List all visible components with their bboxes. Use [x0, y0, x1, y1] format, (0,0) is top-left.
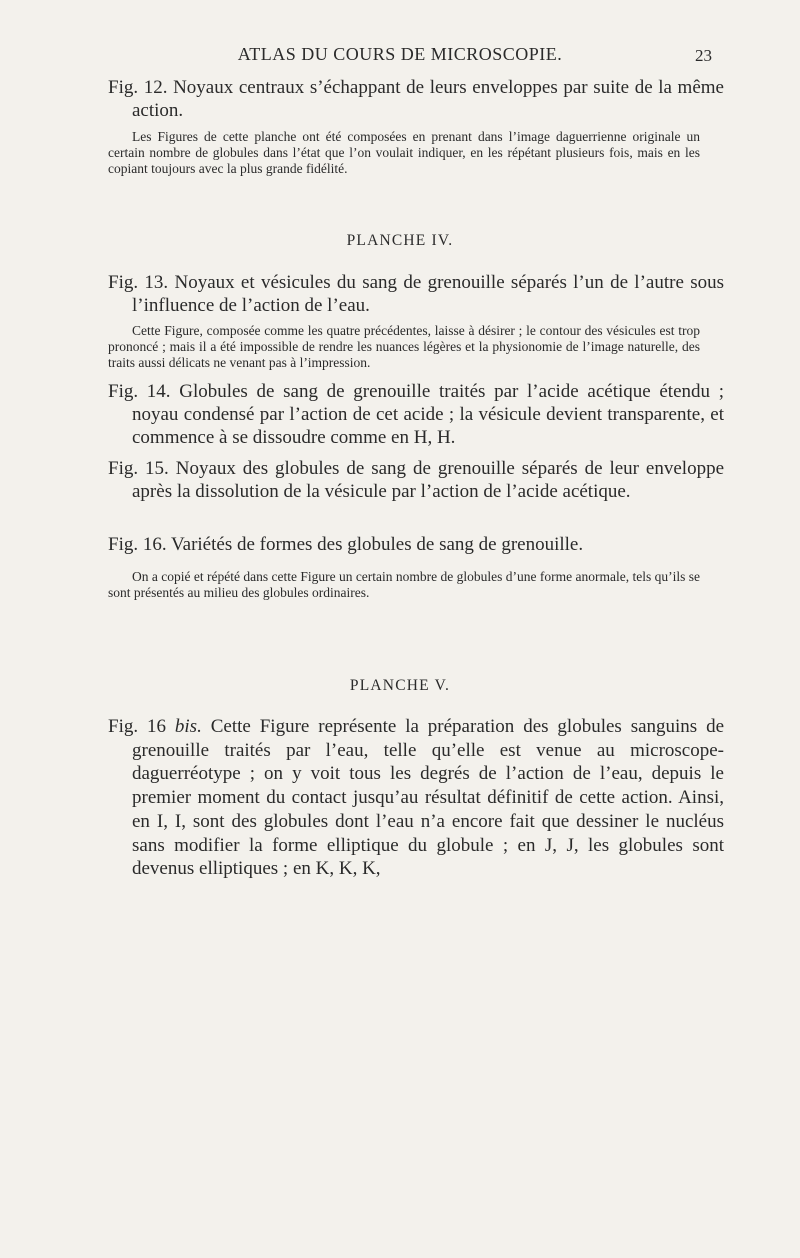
figure-12-entry	[108, 76, 724, 122]
figure-13-entry	[108, 271, 724, 317]
figure-14-label: Fig. 14.	[108, 381, 171, 402]
figure-16-bis-label: Fig. 16	[108, 716, 166, 737]
plate-5-heading: PLANCHE V.	[349, 677, 451, 694]
figure-12-label: Fig. 12.	[108, 77, 168, 98]
running-title: ATLAS DU COURS DE MICROSCOPIE.	[237, 44, 563, 64]
figure-16-entry	[108, 533, 724, 556]
figure-15-entry	[108, 457, 724, 503]
figure-16-label: Fig. 16.	[108, 534, 167, 555]
figure-14-entry	[108, 380, 724, 449]
figure-13-label: Fig. 13.	[108, 272, 169, 293]
figure-12-text: Noyaux centraux s’échappant de leurs enveloppes par suite de la même action.	[132, 77, 724, 121]
figure-13-note: Cette Figure, composée comme les quatre précédentes, laisse à désirer ; le contour des vésicules est trop prononcé ; mais il a été impossible de rendre les nuances légères et la physionomie de l’image naturelle, des traits aussi délicats ne venant pas à l’impression.	[108, 323, 700, 370]
plate-3-note: Les Figures de cette planche ont été composées en prenant dans l’image daguerrienne originale un certain nombre de globules dans l’état que l’on voulait indiquer, en les répétant plusieurs fois, mais en les copiant toujours avec la plus grande fidélité.	[108, 129, 700, 176]
plate-4-heading: PLANCHE IV.	[346, 232, 454, 249]
figure-13-text: Noyaux et vésicules du sang de grenouille séparés l’un de l’autre sous l’influence de l’action de l’eau.	[132, 272, 724, 316]
figure-16-note: On a copié et répété dans cette Figure un certain nombre de globules d’une forme anormale, tels qu’ils se sont présentés au milieu des globules ordinaires.	[108, 569, 700, 600]
figure-16-bis-suffix: bis.	[174, 716, 202, 737]
figure-14-text: Globules de sang de grenouille traités par l’acide acétique étendu ; noyau condensé par l’action de cet acide ; la vésicule devient transparente, et commence à se dissoudre comme en H, H.	[132, 381, 724, 448]
figure-15-label: Fig. 15.	[108, 458, 169, 479]
figure-16-bis-entry	[108, 715, 724, 881]
figure-15-text: Noyaux des globules de sang de grenouille séparés de leur enveloppe après la dissolution de la vésicule par l’action de l’acide acétique.	[132, 458, 725, 502]
page-number: 23	[695, 46, 712, 65]
figure-16-text: Variétés de formes des globules de sang de grenouille.	[171, 534, 584, 555]
figure-16-bis-text: Cette Figure représente la préparation des globules sanguins de grenouille traités par l’eau, telle qu’elle est venue au microscope-daguerréotype ; on y voit tous les degrés de l’action de l’eau, depuis le premier moment du contact jusqu’au résultat définitif de cette action. Ainsi, en I, I, sont des globules dont l’eau n’a encore fait que dessiner le nucléus sans modifier la forme elliptique du globule ; en J, J, les globules sont devenus elliptiques ; en K, K, K,	[132, 716, 725, 880]
